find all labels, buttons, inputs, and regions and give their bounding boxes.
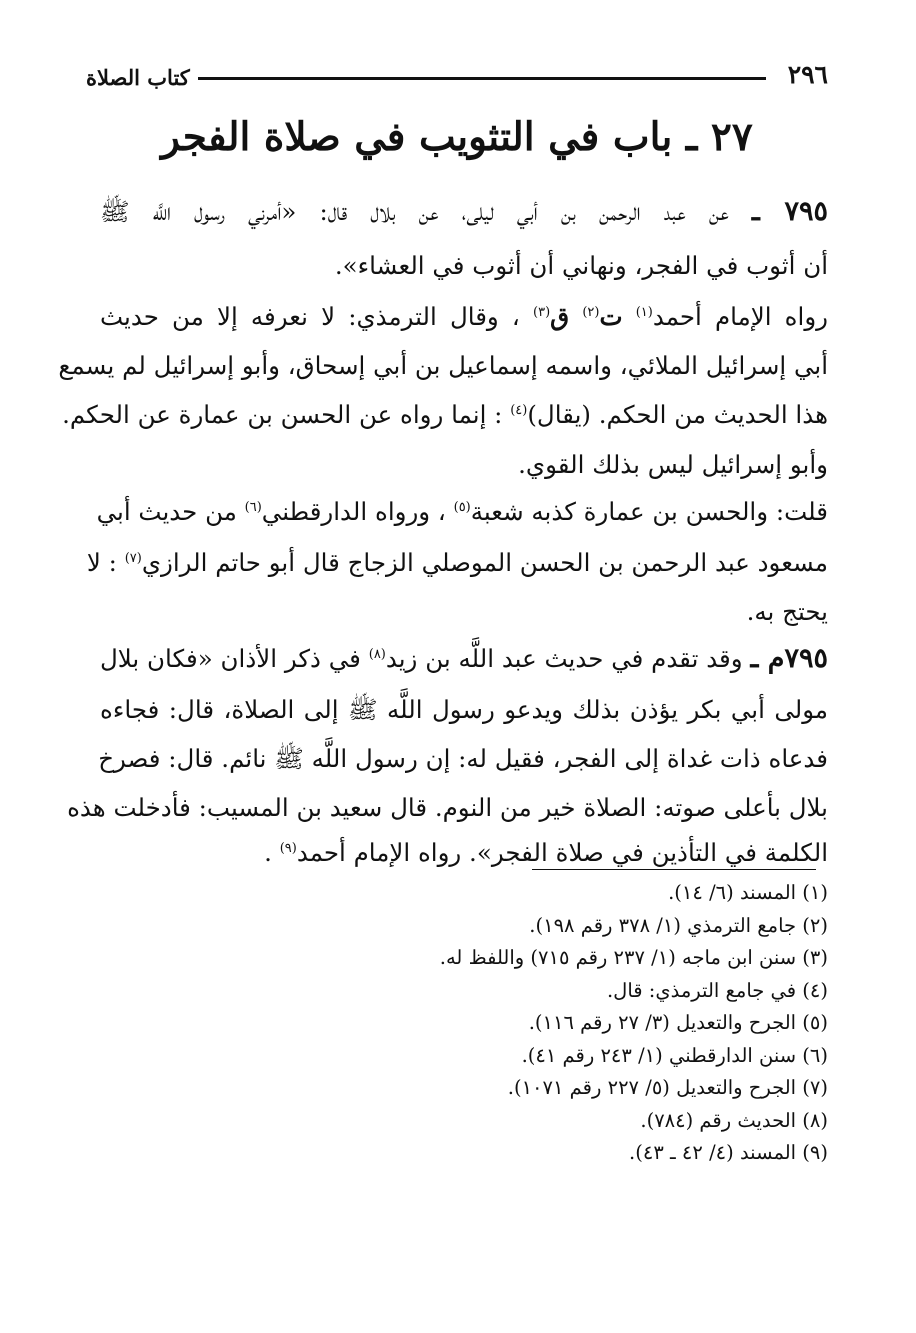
hadith-795m-line-3: فدعاه ذات غداة إلى الفجر، فقيل له: إن رسول اللَّه ﷺ نائم. قال: فصرخ [98,744,828,773]
hadith-text: وقد تقدم في حديث عبد اللَّه بن زيد [385,644,743,673]
hadith-number: ٧٩٥م ـ [750,643,829,674]
footnote: (٥) الجرح والتعديل (٣/ ٢٧ رقم ١١٦). [528,1011,828,1034]
footnote: (٩) المسند (٤/ ٤٢ ـ ٤٣). [629,1141,828,1164]
hadith-795m-line-4: بلال بأعلى صوته: الصلاة خير من النوم. قال سعيد بن المسيب: فأدخلت هذه [67,793,828,822]
footnote-ref: (٦) [244,499,262,515]
qultu-text: من حديث أبي [96,497,237,526]
footnote: (٢) جامع الترمذي (١/ ٣٧٨ رقم ١٩٨). [529,913,828,937]
footnote-ref: (٩) [279,840,297,856]
hadith-795m-line-5 [100,837,828,869]
qultu-text: ، ورواه الدارقطني [261,497,446,526]
book-title: كتاب الصلاة [86,65,190,90]
footnote-ref: (٨) [368,646,386,662]
qultu-text: : لا [86,548,117,577]
footnote-ref: (١) [635,304,653,320]
footnote: (٤) في جامع الترمذي: قال. [606,978,828,1002]
takhrij-text: ، وقال الترمذي: لا نعرفه إلا من حديث [100,302,520,331]
hadith-number: ٧٩٥ ـ [751,196,828,227]
hadith-795m-line-1 [100,643,828,675]
page-number: ٢٩٦ [787,60,828,89]
hadith-text: . [264,838,272,867]
hadith-795-line-2: أن أثوب في الفجر، ونهاني أن أثوب في العشاء». [334,251,828,280]
source-symbol-tirmidhi: ت [599,302,623,331]
qultu-line-2 [86,547,828,579]
takhrij-text: رواه الإمام أحمد [652,302,828,331]
takhrij-text: هذا الحديث من الحكم. (يقال) [527,400,828,429]
takhrij-line-1 [100,301,828,333]
source-symbol-ibn-majah: ق [550,302,570,331]
footnote: (١) المسند (٦/ ١٤). [668,881,828,904]
qultu-line-3: يحتج به. [746,597,828,626]
hadith-795m-line-2: مولى أبي بكر يؤذن بذلك ويدعو رسول اللَّه ﷺ إلى الصلاة، قال: فجاءه [100,695,828,724]
footnote: (٣) سنن ابن ماجه (١/ ٢٣٧ رقم ٧١٥) واللفظ له. [439,946,828,969]
hadith-text: في ذكر الأذان «فكان بلال [100,644,361,673]
footnote-separator [532,869,816,870]
footnote-ref: (٣) [533,304,551,320]
chapter-title [86,114,828,160]
qultu-text: قلت: والحسن بن عمارة كذبه شعبة [470,497,828,526]
chapter-title-text: ٢٧ ـ باب في التثويب في صلاة الفجر [161,114,753,160]
running-header [86,56,828,96]
footnote-ref: (٥) [453,499,471,515]
takhrij-text: : إنما رواه عن الحسن بن عمارة عن الحكم. [62,400,503,429]
qultu-text: مسعود عبد الرحمن بن الحسن الموصلي الزجاج قال أبو حاتم الرازي [141,548,828,577]
hadith-text: الكلمة في التأذين في صلاة الفجر». رواه الإمام أحمد [296,838,828,867]
footnotes [100,877,828,1170]
footnote: (٧) الجرح والتعديل (٥/ ٢٢٧ رقم ١٠٧١). [507,1076,828,1099]
header-rule [198,77,766,80]
footnote-ref: (٢) [582,304,600,320]
footnote-ref: (٧) [124,550,142,566]
hadith-795-line-1 [100,196,828,228]
footnote-ref: (٤) [510,402,528,418]
qultu-line-1 [96,496,828,528]
hadith-text: عن عبد الرحمن بن أبي ليلى، عن بلال قال: «أمرني رسول اللَّه ﷺ [100,197,729,226]
footnote: (٦) سنن الدارقطني (١/ ٢٤٣ رقم ٤١). [521,1043,828,1067]
takhrij-line-4: وأبو إسرائيل ليس بذلك القوي. [518,450,828,479]
takhrij-line-3 [62,399,828,431]
takhrij-line-2: أبي إسرائيل الملائي، واسمه إسماعيل بن أبي إسحاق، وأبو إسرائيل لم يسمع [58,351,828,380]
footnote: (٨) الحديث رقم (٧٨٤). [640,1108,828,1132]
